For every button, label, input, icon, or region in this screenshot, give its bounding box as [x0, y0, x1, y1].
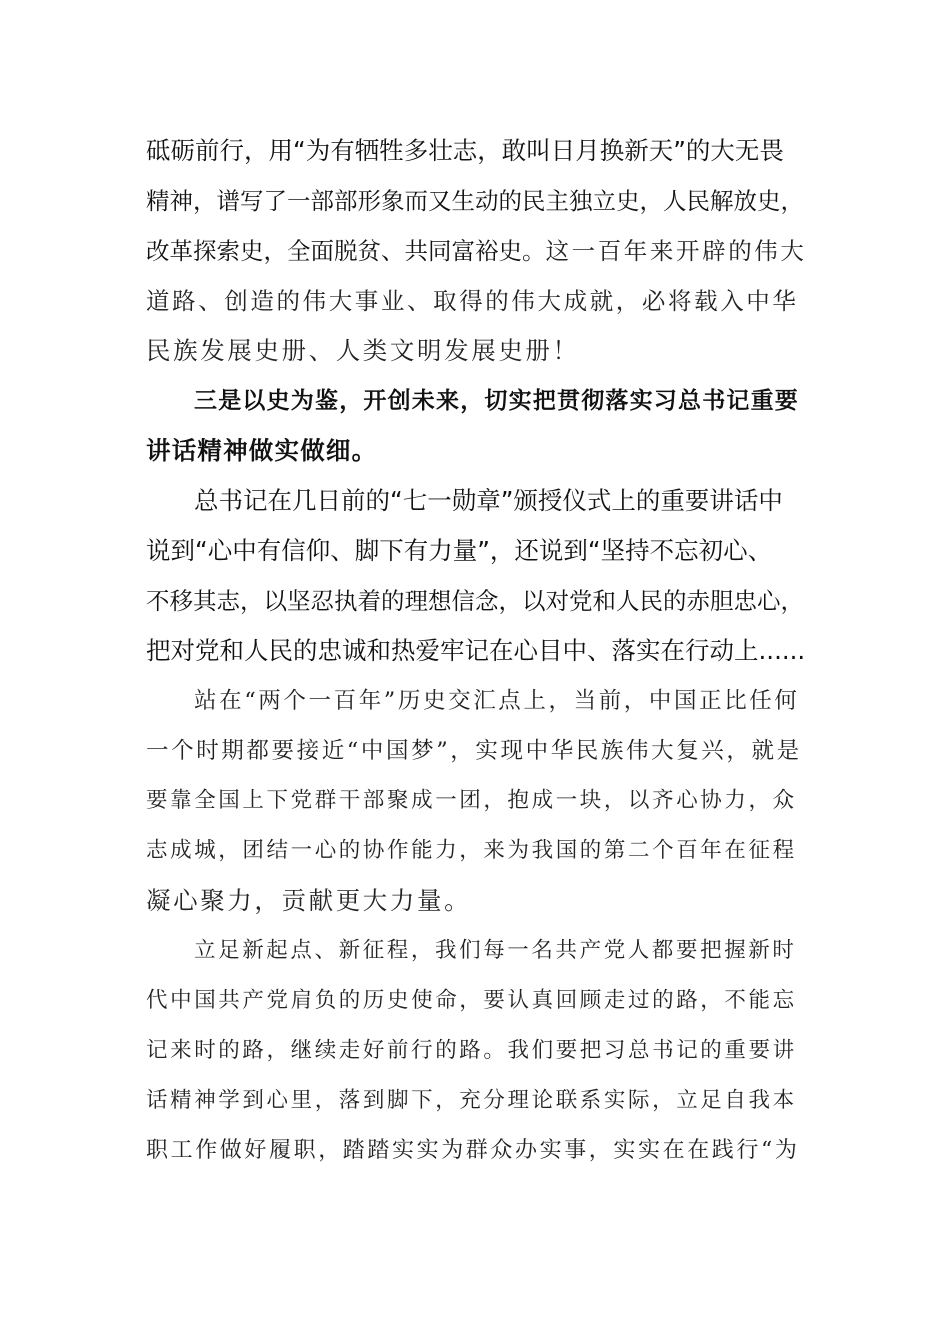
text-line: 说到“心中有信仰、脚下有力量”，还说到“坚持不忘初心、	[146, 536, 773, 565]
text-line: 不移其志，以坚忍执着的理想信念，以对党和人民的赤胆忠心，	[146, 587, 804, 615]
text-line: 凝心聚力，贡献更大力量。	[146, 886, 472, 915]
text-line: 精神，谱写了一部部形象而又生动的民主独立史，人民解放史，	[146, 187, 804, 215]
section-heading: 讲话精神做实做细。	[146, 436, 378, 465]
text-line	[146, 235, 806, 268]
section-heading: 三是以史为鉴，开创未来，切实把贯彻落实习总书记重要	[194, 387, 799, 414]
text-run: 改革探索史，全面脱贫、共同富裕史。	[146, 237, 546, 265]
text-line: 民族发展史册、人类文明发展史册！	[146, 336, 580, 365]
text-line: 总书记在几日前的“七一勋章”颁授仪式上的重要讲话中	[194, 486, 783, 515]
text-line: 立足新起点、新征程，我们每一名共产党人都要把握新时	[194, 938, 797, 963]
text-line: 要靠全国上下党群干部聚成一团，抱成一块，以齐心协力，众	[146, 788, 797, 813]
text-line: 把对党和人民的忠诚和热爱牢记在心目中、落实在行动上......	[146, 636, 806, 665]
text-line: 道路、创造的伟大事业、取得的伟大成就，必将载入中华	[146, 287, 799, 315]
text-line: 一个时期都要接近“中国梦”，实现中华民族伟大复兴，就是	[146, 738, 802, 764]
text-line: 站在“两个一百年”历史交汇点上，当前，中国正比任何	[194, 688, 800, 714]
text-line: 代中国共产党肩负的历史使命，要认真回顾走过的路，不能忘	[146, 988, 797, 1013]
text-line: 砥砺前行，用“为有牺牲多壮志，敢叫日月换新天”的大无畏	[146, 136, 784, 165]
text-line: 记来时的路，继续走好前行的路。我们要把习总书记的重要讲	[146, 1038, 797, 1063]
text-line: 志成城，团结一心的协作能力，来为我国的第二个百年在征程	[146, 838, 797, 863]
text-line: 职工作做好履职，踏踏实实为群众办实事，实实在在践行“为	[146, 1138, 800, 1163]
text-run: 这一百年来开辟的伟大	[545, 237, 807, 265]
text-line: 话精神学到心里，落到脚下，充分理论联系实际，立足自我本	[146, 1088, 797, 1113]
